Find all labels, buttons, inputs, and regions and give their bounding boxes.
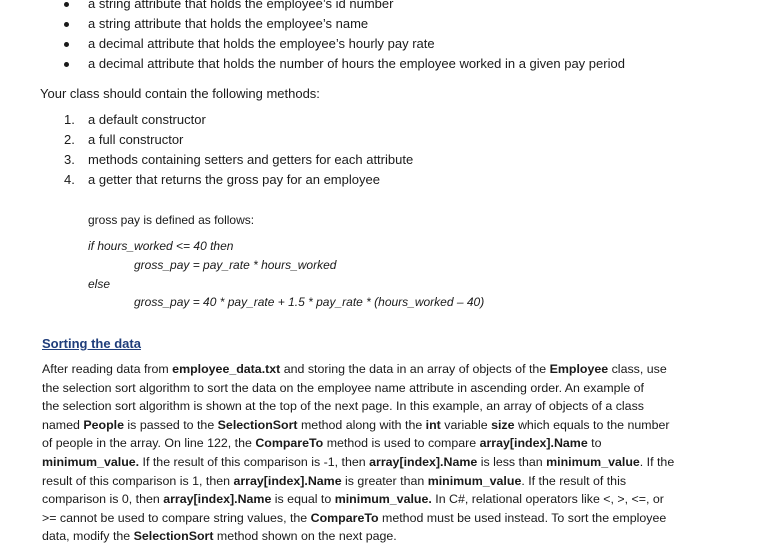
bold-term: array[index].Name bbox=[163, 492, 272, 507]
text-run: method along with the bbox=[297, 417, 426, 432]
formula-else-line: else bbox=[88, 277, 111, 291]
bold-term: int bbox=[425, 417, 441, 432]
list-item-text: a decimal attribute that holds the employee’s hourly pay rate bbox=[88, 36, 435, 51]
list-item-text: a string attribute that holds the employee’s id number bbox=[88, 0, 394, 11]
text-run: is passed to the bbox=[123, 417, 218, 432]
section-heading: Sorting the data bbox=[42, 336, 141, 351]
bold-term: Employee bbox=[549, 362, 609, 376]
text-run: result of this comparison is 1, then bbox=[42, 473, 234, 488]
formula-if-line: if hours_worked <= 40 then bbox=[88, 239, 234, 253]
bold-term: employee_data.txt bbox=[172, 362, 281, 376]
paragraph-line bbox=[42, 527, 702, 546]
list-item-text: a string attribute that holds the employee’s name bbox=[88, 16, 369, 31]
bullet-icon bbox=[64, 42, 69, 47]
text-run: method shown on the next page. bbox=[213, 529, 397, 544]
methods-intro: Your class should contain the following methods: bbox=[40, 86, 320, 101]
bullet-icon bbox=[64, 22, 69, 27]
text-run: After reading data from bbox=[42, 362, 173, 376]
text-run: is less than bbox=[477, 454, 547, 469]
bold-term: size bbox=[491, 417, 515, 432]
method-list bbox=[64, 110, 413, 190]
list-item bbox=[64, 110, 413, 130]
text-run: class, use bbox=[608, 362, 667, 376]
list-number: 4. bbox=[64, 172, 75, 187]
attribute-list bbox=[64, 0, 625, 74]
list-item bbox=[64, 54, 625, 74]
paragraph-line bbox=[42, 360, 702, 379]
bold-term: SelectionSort bbox=[133, 529, 214, 544]
paragraph-line bbox=[42, 490, 702, 509]
text-run: the selection sort algorithm is shown at the top of the next page. In this example, an array of objects of a class bbox=[42, 399, 644, 414]
text-run: . If the result of this bbox=[521, 473, 627, 488]
text-run: which equals to the number bbox=[514, 417, 670, 432]
paragraph-line bbox=[42, 416, 702, 435]
bold-term: CompareTo bbox=[310, 510, 379, 525]
bullet-icon bbox=[64, 62, 69, 67]
list-item bbox=[64, 34, 625, 54]
bold-term: minimum_value bbox=[546, 454, 640, 469]
bold-term: SelectionSort bbox=[217, 417, 298, 432]
formula-intro: gross pay is defined as follows: bbox=[88, 213, 255, 227]
bold-term: People bbox=[83, 417, 124, 432]
text-run: >= cannot be used to compare string values, the bbox=[42, 510, 311, 525]
text-run: method is used to compare bbox=[323, 436, 480, 451]
text-run: the selection sort algorithm to sort the data on the employee name attribute in ascending order. An example of bbox=[42, 380, 644, 395]
paragraph-line bbox=[42, 434, 702, 453]
text-run: In C#, relational operators like <, >, <=, or bbox=[431, 492, 664, 507]
list-item bbox=[64, 170, 413, 190]
list-number: 1. bbox=[64, 112, 75, 127]
bold-term: minimum_value bbox=[427, 473, 522, 488]
text-run: comparison is 0, then bbox=[42, 492, 164, 507]
bold-term: array[index].Name bbox=[233, 473, 342, 488]
list-number: 2. bbox=[64, 132, 75, 147]
list-item bbox=[64, 14, 625, 34]
text-run: of people in the array. On line 122, the bbox=[42, 436, 256, 451]
text-run: is equal to bbox=[271, 492, 335, 507]
bullet-icon bbox=[64, 2, 69, 7]
list-item bbox=[64, 150, 413, 170]
list-item bbox=[64, 130, 413, 150]
text-run: is greater than bbox=[341, 473, 428, 488]
bold-term: minimum_value. bbox=[334, 492, 432, 507]
list-item bbox=[64, 0, 625, 14]
paragraph-line bbox=[42, 379, 702, 398]
paragraph-line bbox=[42, 453, 702, 472]
text-run: data, modify the bbox=[42, 529, 134, 544]
formula-else-expression: gross_pay = 40 * pay_rate + 1.5 * pay_rate * (hours_worked – 40) bbox=[134, 295, 485, 309]
paragraph-line bbox=[42, 472, 702, 491]
formula-then-line: gross_pay = pay_rate * hours_worked bbox=[134, 258, 337, 272]
list-item-text: methods containing setters and getters for each attribute bbox=[88, 152, 414, 167]
list-item-text: a full constructor bbox=[88, 132, 184, 147]
bold-term: array[index].Name bbox=[479, 436, 588, 451]
list-item-text: a decimal attribute that holds the number of hours the employee worked in a given pay period bbox=[88, 56, 625, 71]
bold-term: CompareTo bbox=[255, 436, 324, 451]
bold-term: array[index].Name bbox=[369, 454, 478, 469]
section-paragraph bbox=[42, 360, 702, 546]
text-run: If the result of this comparison is -1, then bbox=[139, 454, 370, 469]
list-item-text: a default constructor bbox=[88, 112, 206, 127]
bold-term: minimum_value. bbox=[42, 454, 140, 469]
list-number: 3. bbox=[64, 152, 75, 167]
text-run: named bbox=[42, 417, 84, 432]
text-run: method must be used instead. To sort the employee bbox=[378, 510, 667, 525]
text-run: to bbox=[587, 436, 602, 451]
paragraph-line bbox=[42, 509, 702, 528]
text-run: . If the bbox=[639, 454, 675, 469]
paragraph-line bbox=[42, 397, 702, 416]
text-run: variable bbox=[440, 417, 492, 432]
list-item-text: a getter that returns the gross pay for an employee bbox=[88, 172, 380, 187]
text-run: and storing the data in an array of objects of the bbox=[280, 362, 550, 376]
